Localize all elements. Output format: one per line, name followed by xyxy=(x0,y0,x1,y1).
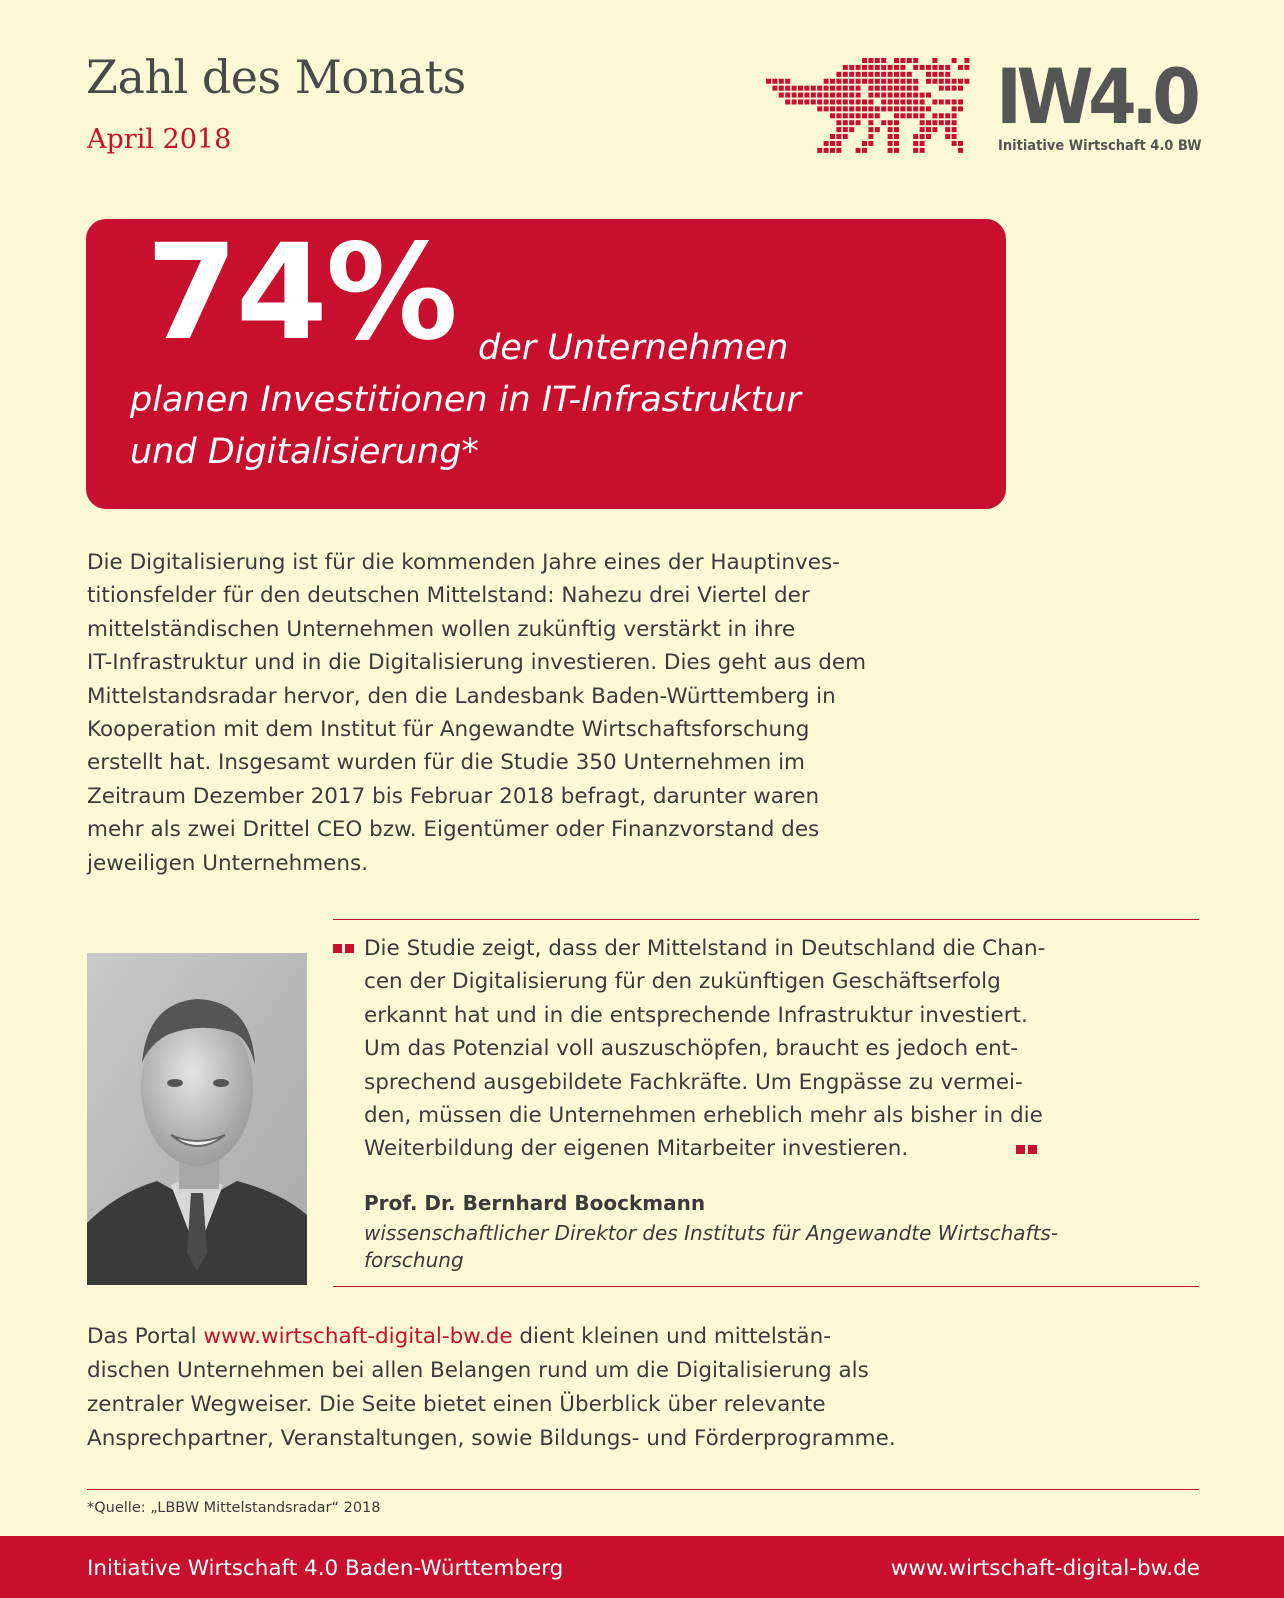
logo-subtitle: Initiative Wirtschaft 4.0 BW xyxy=(998,138,1202,154)
paragraph-line: erstellt hat. Insgesamt wurden für die Studie 350 Unternehmen im xyxy=(87,750,805,776)
paragraph-line: dischen Unternehmen bei allen Belangen rund um die Digitalisierung als xyxy=(87,1358,869,1383)
baden-wuerttemberg-lion-pixel-icon xyxy=(766,58,978,162)
quote-bottom-divider xyxy=(333,1286,1199,1287)
footer-website-link[interactable]: www.wirtschaft-digital-bw.de xyxy=(890,1556,1200,1581)
paragraph-line: Ansprechpartner, Veranstaltungen, sowie Bildungs- und Förderprogramme. xyxy=(87,1426,896,1451)
quote-line: den, müssen die Unternehmen erheblich mehr als bisher in die xyxy=(364,1103,1043,1129)
quote-line: Die Studie zeigt, dass der Mittelstand in Deutschland die Chan- xyxy=(364,936,1046,961)
quote-author-name: Prof. Dr. Bernhard Boockmann xyxy=(364,1191,706,1215)
portal-paragraph xyxy=(87,1320,1187,1456)
portal-suffix: dient kleinen und mittelstän- xyxy=(512,1324,831,1349)
quote-line: erkannt hat und in die entsprechende Infrastruktur investiert. xyxy=(364,1002,1028,1028)
portrait-image xyxy=(87,953,307,1285)
key-figure-text-line-1: der Unternehmen xyxy=(478,328,789,368)
paragraph-line: Mittelstandsradar hervor, den die Landesbank Baden-Württemberg in xyxy=(87,683,836,709)
page-title: Zahl des Monats xyxy=(86,50,466,104)
intro-paragraph xyxy=(87,546,1017,880)
role-line: wissenschaftlicher Direktor des Instituts für Angewandte Wirtschafts- xyxy=(364,1221,1059,1245)
role-line: forschung xyxy=(364,1248,464,1272)
paragraph-line: Zeitraum Dezember 2017 bis Februar 2018 befragt, darunter waren xyxy=(87,783,820,809)
source-footnote: *Quelle: „LBBW Mittelstandsradar“ 2018 xyxy=(87,1500,381,1516)
quote-line: sprechend ausgebildete Fachkräfte. Um Engpässe zu vermei- xyxy=(364,1069,1023,1095)
quote-open-mark xyxy=(333,943,357,955)
quote-line: Um das Potenzial voll auszuschöpfen, braucht es jedoch ent- xyxy=(364,1036,1018,1062)
quote-author-role xyxy=(364,1220,1194,1274)
paragraph-line: IT-Infrastruktur und in die Digitalisierung investieren. Dies geht aus dem xyxy=(87,650,867,676)
expert-quote xyxy=(364,932,1204,1166)
footnote-divider xyxy=(87,1489,1199,1490)
paragraph-line: Kooperation mit dem Institut für Angewandte Wirtschaftsforschung xyxy=(87,717,810,743)
footer-organization: Initiative Wirtschaft 4.0 Baden-Württemberg xyxy=(87,1556,564,1581)
key-figure-box xyxy=(86,216,1006,509)
quote-close-mark xyxy=(1016,1144,1040,1156)
quote-line: cen der Digitalisierung für den zukünftigen Geschäftserfolg xyxy=(364,969,1001,995)
issue-date: April 2018 xyxy=(87,124,232,155)
portal-link[interactable]: www.wirtschaft-digital-bw.de xyxy=(203,1324,513,1349)
footer-bar xyxy=(0,1536,1284,1598)
paragraph-line: mehr als zwei Drittel CEO bzw. Eigentümer oder Finanzvorstand des xyxy=(87,817,820,843)
paragraph-line: jeweiligen Unternehmens. xyxy=(87,850,369,876)
paragraph-line xyxy=(87,1320,1187,1354)
paragraph-line: titionsfelder für den deutschen Mittelstand: Nahezu drei Viertel der xyxy=(87,583,810,609)
iw40-logo xyxy=(766,52,1206,162)
portal-prefix: Das Portal xyxy=(87,1324,204,1349)
paragraph-line: zentraler Wegweiser. Die Seite bietet einen Überblick über relevante xyxy=(87,1392,826,1417)
quote-top-divider xyxy=(333,919,1199,920)
paragraph-line: Die Digitalisierung ist für die kommenden Jahre eines der Hauptinves- xyxy=(87,550,840,575)
paragraph-line: mittelständischen Unternehmen wollen zukünftig verstärkt in ihre xyxy=(87,616,796,642)
key-figure-text-line-2: planen Investitionen in IT-Infrastruktur xyxy=(130,380,801,420)
key-figure-text-line-3: und Digitalisierung* xyxy=(130,432,479,472)
logo-wordmark: IW4.0 xyxy=(996,52,1196,141)
key-figure-number: 74% xyxy=(146,216,456,370)
author-portrait-photo xyxy=(87,953,307,1285)
quote-line: Weiterbildung der eigenen Mitarbeiter investieren. xyxy=(364,1136,909,1162)
